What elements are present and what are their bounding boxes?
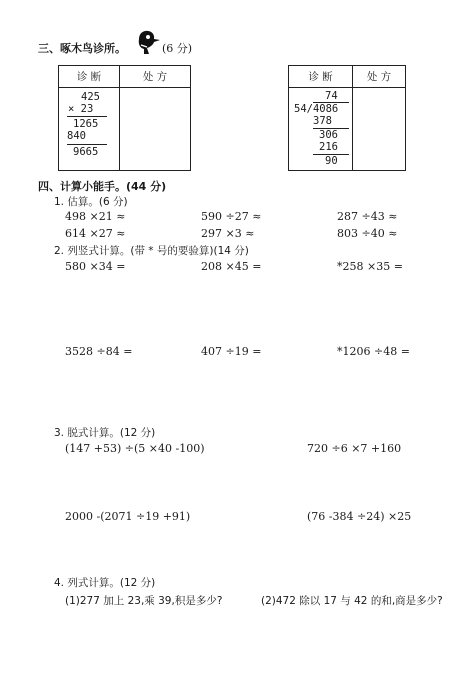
section4-title: 四、计算小能手。(44 分) [38, 180, 167, 193]
col-prescription-header: 处 方 [120, 66, 191, 88]
word-problem-item: (2)472 除以 17 与 42 的和,商是多少? [261, 595, 443, 607]
step-product-1: 378 [313, 115, 332, 127]
stepwise-calc-item: (76 -384 ÷24) ×25 [307, 510, 412, 523]
word-problem-item: (1)277 加上 23,乘 39,积是多少? [65, 595, 223, 607]
final-remainder: 90 [325, 155, 338, 167]
vertical-calc-item: 208 ×45 = [201, 260, 262, 273]
q4-heading: 4. 列式计算。(12 分) [54, 577, 156, 589]
col-prescription-header: 处 方 [353, 66, 406, 88]
vertical-calc-item: 580 ×34 = [65, 260, 126, 273]
section3-title: 三、啄木鸟诊所。 [38, 42, 126, 55]
diagnosis-cell [59, 88, 120, 171]
vertical-calc-item: 407 ÷19 = [201, 345, 262, 358]
estimate-item: 297 ×3 ≈ [201, 227, 255, 240]
vertical-calc-item: *1206 ÷48 = [337, 345, 410, 358]
q1-heading: 1. 估算。(6 分) [54, 196, 128, 208]
stepwise-calc-item: (147 +53) ÷(5 ×40 -100) [65, 442, 205, 455]
estimate-item: 590 ÷27 ≈ [201, 210, 262, 223]
estimate-item: 803 ÷40 ≈ [337, 227, 398, 240]
stepwise-calc-item: 720 ÷6 ×7 +160 [307, 442, 402, 455]
partial-product-2: 840 [67, 130, 86, 142]
diagnosis-table-right [288, 65, 406, 171]
col-diagnosis-header: 诊 断 [59, 66, 120, 88]
estimate-item: 287 ÷43 ≈ [337, 210, 398, 223]
multiplicand: 425 [81, 91, 100, 103]
diagnosis-table-left [58, 65, 191, 171]
diagnosis-cell [289, 88, 353, 171]
col-diagnosis-header: 诊 断 [289, 66, 353, 88]
prescription-cell [353, 88, 406, 171]
prescription-cell [120, 88, 191, 171]
estimate-item: 614 ×27 ≈ [65, 227, 126, 240]
estimate-item: 498 ×21 ≈ [65, 210, 126, 223]
vertical-calc-item: *258 ×35 = [337, 260, 403, 273]
section3-score: (6 分) [162, 42, 193, 55]
multiplier: × 23 [68, 103, 94, 115]
quotient: 74 [325, 90, 338, 102]
woodpecker-icon [131, 27, 161, 57]
product: 9665 [73, 146, 99, 158]
q3-heading: 3. 脱式计算。(12 分) [54, 427, 156, 439]
divisor-dividend: 54/4086 [294, 103, 339, 115]
partial-product-1: 1265 [73, 118, 99, 130]
q2-heading: 2. 列竖式计算。(带 * 号的要验算)(14 分) [54, 245, 249, 257]
stepwise-calc-item: 2000 -(2071 ÷19 +91) [65, 510, 191, 523]
step-remainder-1: 306 [319, 129, 338, 141]
vertical-calc-item: 3528 ÷84 = [65, 345, 133, 358]
step-product-2: 216 [319, 141, 338, 153]
